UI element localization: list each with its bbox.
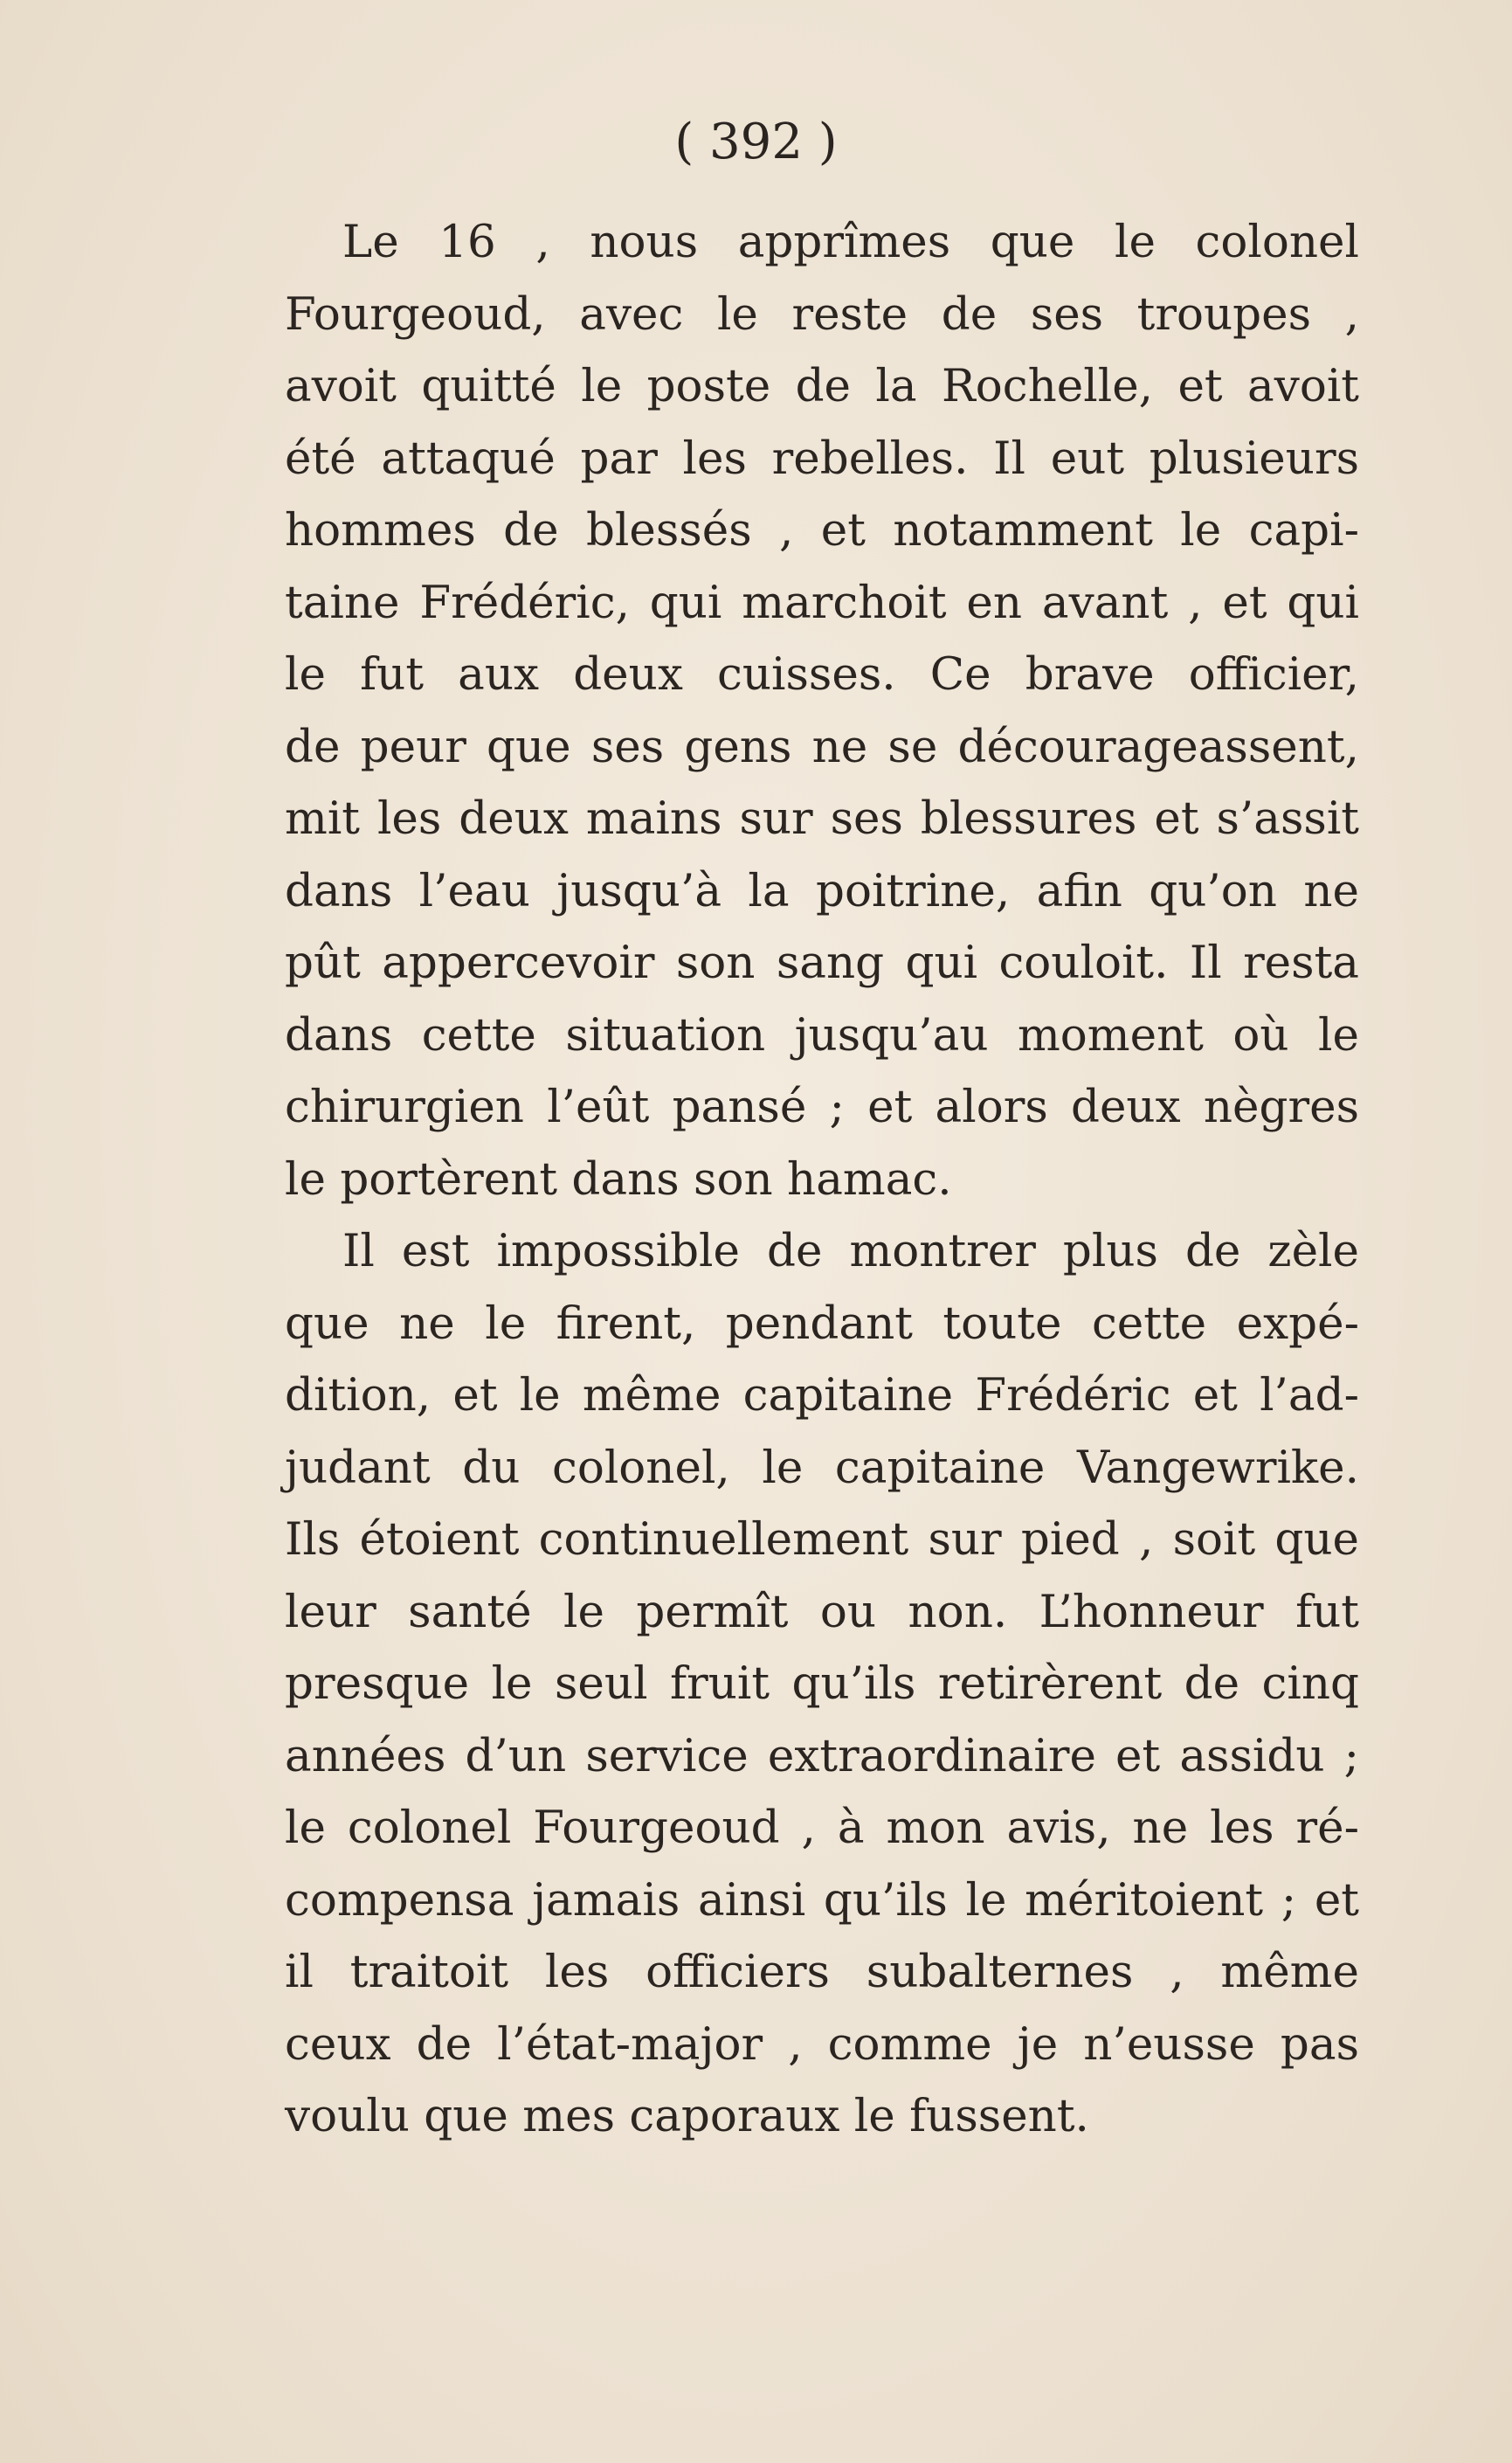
text-line: mit les deux mains sur ses blessures et s’assit [285,792,1359,845]
text-line: leur santé le permît ou non. L’honneur fut [285,1585,1359,1638]
page-text [285,206,1359,2153]
text-line: judant du colonel, le capitaine Vangewrike. [285,1441,1359,1494]
text-line: dition, et le même capitaine Frédéric et l’ad- [285,1369,1359,1422]
text-line: dans l’eau jusqu’à la poitrine, afin qu’on ne [285,864,1359,917]
page-number: ( 392 ) [674,114,838,170]
text-line: pût appercevoir son sang qui couloit. Il resta [285,937,1359,989]
paragraph [285,206,1359,1215]
text-line: années d’un service extraordinaire et assidu ; [285,1729,1359,1782]
text-line: hommes de blessés , et notamment le capi- [285,504,1359,557]
text-line: il traitoit les officiers subalternes , même [285,1946,1359,1998]
text-line: Il est impossible de montrer plus de zèle [342,1225,1359,1277]
text-line: presque le seul fruit qu’ils retirèrent de cinq [285,1657,1359,1710]
text-line: que ne le firent, pendant toute cette expé- [285,1297,1359,1350]
text-line: de peur que ses gens ne se décourageassent, [285,720,1359,773]
text-line: dans cette situation jusqu’au moment où le [285,1008,1359,1062]
paragraph [285,1215,1359,2153]
text-line: taine Frédéric, qui marchoit en avant , et qui [285,576,1359,629]
text-line: le fut aux deux cuisses. Ce brave officier, [285,648,1359,701]
text-line: ceux de l’état-major , comme je n’eusse pas [285,2017,1359,2071]
text-line: voulu que mes caporaux le fussent. [285,2090,1089,2142]
text-line: Ils étoient continuellement sur pied , soit que [285,1513,1359,1566]
text-line: le colonel Fourgeoud , à mon avis, ne les ré- [285,1802,1359,1854]
text-line: Le 16 , nous apprîmes que le colonel [342,216,1359,268]
text-line: Fourgeoud, avec le reste de ses troupes , [285,287,1359,341]
text-line: compensa jamais ainsi qu’ils le méritoient ; et [285,1873,1359,1927]
text-line: le portèrent dans son hamac. [285,1152,952,1206]
text-line: chirurgien l’eût pansé ; et alors deux nègres [285,1081,1359,1133]
text-line: avoit quitté le poste de la Rochelle, et avoit [285,360,1359,412]
text-line: été attaqué par les rebelles. Il eut plusieurs [285,432,1359,485]
